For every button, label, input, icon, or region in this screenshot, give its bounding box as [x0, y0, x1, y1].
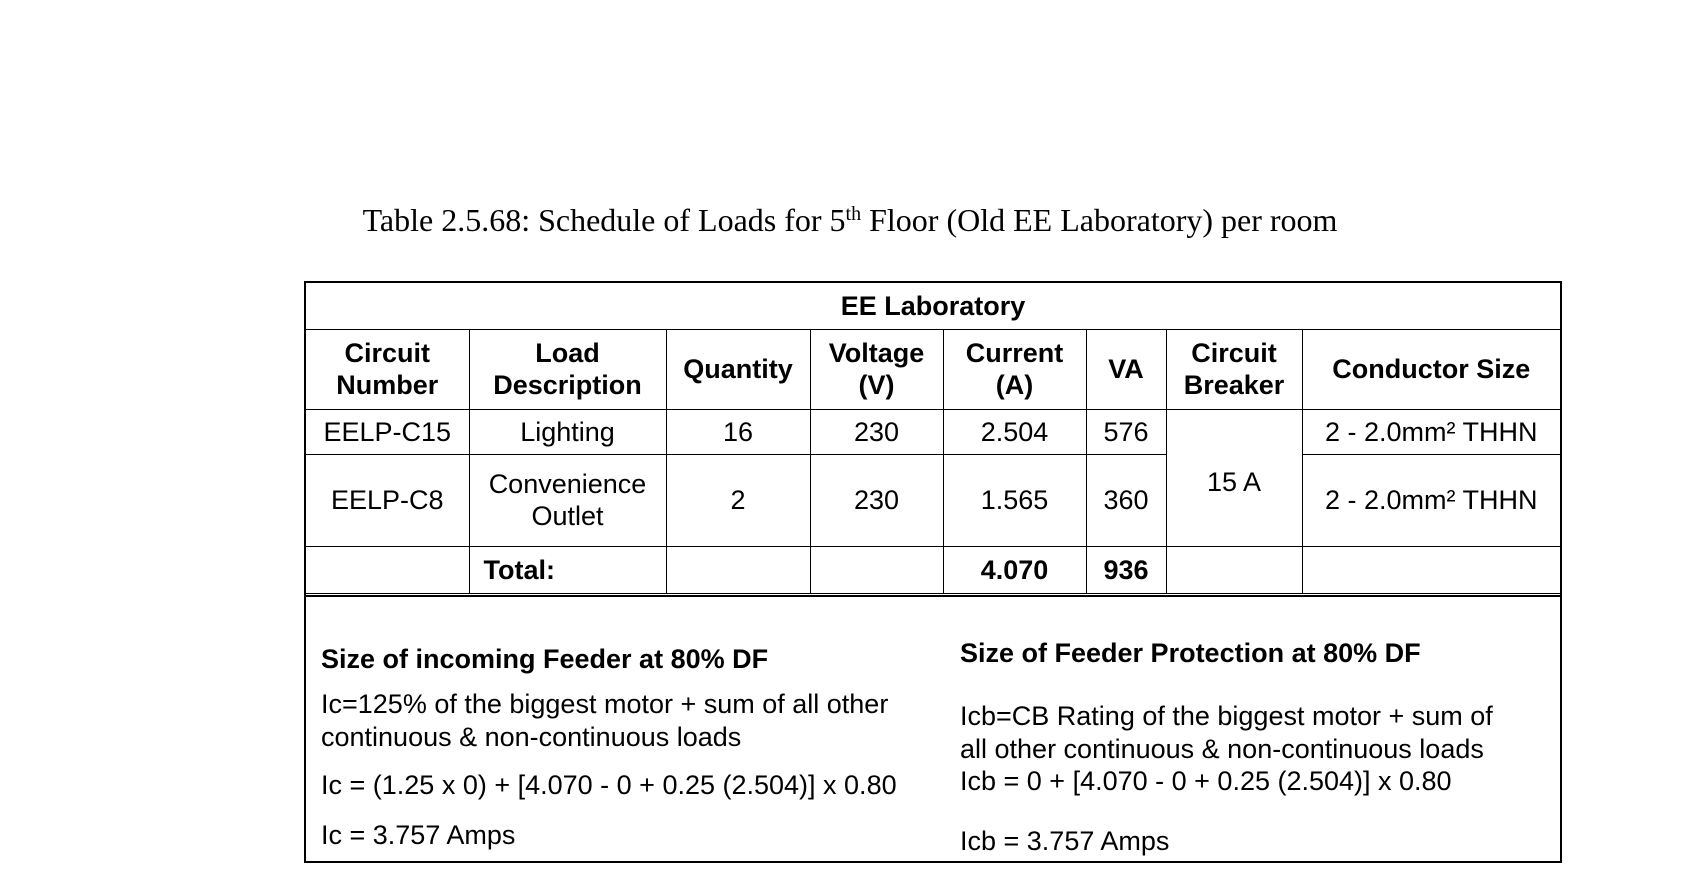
cell-va: 576 [1086, 409, 1166, 454]
total-current: 4.070 [943, 546, 1086, 593]
cell-va: 360 [1086, 454, 1166, 546]
caption-superscript: th [845, 203, 862, 225]
protection-heading: Size of Feeder Protection at 80% DF [960, 638, 1421, 668]
table-row [306, 454, 1560, 546]
caption-text: Table 2.5.68: Schedule of Loads for 5 [362, 202, 846, 238]
protection-result: Icb = 3.757 Amps [960, 826, 1170, 856]
cell-load: Convenience Outlet [469, 454, 666, 546]
header-quantity: Quantity [666, 329, 810, 409]
cell-quantity: 16 [666, 409, 810, 454]
feeder-formula-line-2: continuous & non-continuous loads [321, 722, 742, 752]
cell-voltage: 230 [810, 454, 943, 546]
header-circuit-breaker: Circuit Breaker [1166, 329, 1302, 409]
cell-circuit: EELP-C8 [306, 454, 469, 546]
cell-conductor: 2 - 2.0mm² THHN [1302, 454, 1560, 546]
caption-text-end: Floor (Old EE Laboratory) per room [861, 202, 1338, 238]
cell-voltage: 230 [810, 409, 943, 454]
header-circuit-number: Circuit Number [306, 329, 469, 409]
feeder-result: Ic = 3.757 Amps [321, 820, 516, 850]
total-row [306, 546, 1560, 593]
cell-empty [666, 546, 810, 593]
cell-current: 2.504 [943, 409, 1086, 454]
protection-calculation: Icb = 0 + [4.070 - 0 + 0.25 (2.504)] x 0.80 [960, 766, 1452, 796]
load-schedule-frame [304, 281, 1562, 863]
table-caption [0, 200, 1700, 240]
feeder-heading: Size of incoming Feeder at 80% DF [321, 644, 769, 674]
table-title: EE Laboratory [306, 283, 1560, 329]
table-title-row [306, 283, 1560, 329]
load-schedule-table [306, 283, 1560, 594]
cell-conductor: 2 - 2.0mm² THHN [1302, 409, 1560, 454]
protection-formula-line-2: all other continuous & non-continuous loads [960, 734, 1484, 764]
feeder-calculations [306, 595, 1560, 863]
cell-load: Lighting [469, 409, 666, 454]
header-current: Current (A) [943, 329, 1086, 409]
cell-empty [306, 546, 469, 593]
cell-current: 1.565 [943, 454, 1086, 546]
cell-empty [1166, 546, 1302, 593]
feeder-calculation: Ic = (1.25 x 0) + [4.070 - 0 + 0.25 (2.504)] x 0.80 [321, 770, 897, 800]
header-load-description: Load Description [469, 329, 666, 409]
cell-quantity: 2 [666, 454, 810, 546]
header-voltage: Voltage (V) [810, 329, 943, 409]
cell-circuit: EELP-C15 [306, 409, 469, 454]
cell-circuit-breaker: 15 A [1166, 409, 1302, 546]
feeder-formula-line-1: Ic=125% of the biggest motor + sum of all other [321, 689, 889, 719]
total-label: Total: [469, 546, 666, 593]
feeder-protection-section [960, 597, 1550, 857]
table-row [306, 409, 1560, 454]
feeder-size-section [321, 597, 921, 857]
protection-formula-line-1: Icb=CB Rating of the biggest motor + sum of [960, 701, 1493, 731]
cell-empty [1302, 546, 1560, 593]
header-conductor-size: Conductor Size [1302, 329, 1560, 409]
cell-empty [810, 546, 943, 593]
total-va: 936 [1086, 546, 1166, 593]
header-va: VA [1086, 329, 1166, 409]
header-row [306, 329, 1560, 409]
